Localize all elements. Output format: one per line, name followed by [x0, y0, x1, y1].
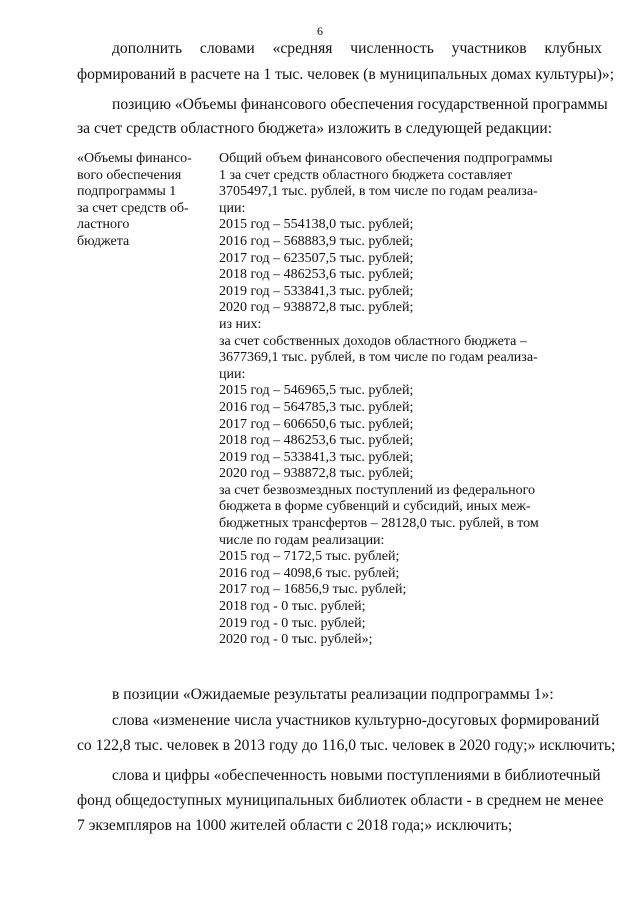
library-line-1: слова и цифры «обеспеченность новыми поступлениями в библиотечный — [112, 767, 601, 784]
table-left-cell — [77, 151, 192, 251]
right-line: 2019 год – 533841,3 тыс. рублей; — [219, 449, 414, 465]
table-right-cell — [219, 151, 553, 649]
right-line: 3705497,1 тыс. рублей, в том числе по годам реализа- — [219, 184, 538, 200]
words-line-1: слова «изменение числа участников культурно-досуговых формирований — [112, 712, 600, 729]
right-line: 2020 год – 938872,8 тыс. рублей; — [219, 300, 414, 316]
position-line-2: за счет средств областного бюджета» изложить в следующей редакции: — [77, 120, 553, 137]
intro-line-1 — [112, 40, 602, 57]
right-line: 2017 год – 623507,5 тыс. рублей; — [219, 250, 414, 266]
right-line: бюджета в форме субвенций и субсидий, иных меж- — [219, 499, 531, 515]
right-line: 2016 год – 568883,9 тыс. рублей; — [219, 233, 414, 249]
right-line: числе по годам реализации: — [219, 532, 385, 548]
right-line: ции: — [219, 200, 246, 216]
intro-word: «средняя — [272, 40, 333, 57]
right-line: 2018 год - 0 тыс. рублей; — [219, 599, 366, 615]
intro-word: численность — [350, 40, 434, 57]
right-line: 1 за счет средств областного бюджета составляет — [219, 167, 513, 183]
intro-word: дополнить — [112, 40, 183, 57]
words-line-2: со 122,8 тыс. человек в 2013 году до 116,0 тыс. человек в 2020 году;» исключить; — [77, 737, 616, 754]
library-line-3: 7 экземпляров на 1000 жителей области с 2018 года;» исключить; — [77, 817, 513, 834]
right-line: 3677369,1 тыс. рублей, в том числе по годам реализа- — [219, 350, 538, 366]
left-line: ластного — [77, 217, 130, 233]
intro-word: клубных — [544, 40, 602, 57]
right-line: из них: — [219, 316, 262, 332]
right-line: 2017 год – 16856,9 тыс. рублей; — [219, 582, 407, 598]
left-line: подпрограммы 1 — [77, 184, 177, 200]
right-line: за счет собственных доходов областного бюджета – — [219, 333, 527, 349]
left-line: вого обеспечения — [77, 167, 182, 183]
intro-word: словами — [199, 40, 255, 57]
intro-word: участников — [451, 40, 527, 57]
position-line-1: позицию «Объемы финансового обеспечения государственной программы — [112, 96, 608, 113]
results-line: в позиции «Ожидаемые результаты реализации подпрограммы 1»: — [112, 686, 554, 703]
right-line: 2018 год – 486253,6 тыс. рублей; — [219, 267, 414, 283]
right-line: 2018 год – 486253,6 тыс. рублей; — [219, 433, 414, 449]
right-line: 2016 год – 4098,6 тыс. рублей; — [219, 565, 400, 581]
intro-line-2: формирований в расчете на 1 тыс. человек (в муниципальных домах культуры)»; — [77, 66, 615, 83]
right-line: 2016 год – 564785,3 тыс. рублей; — [219, 399, 414, 415]
right-line: Общий объем финансового обеспечения подпрограммы — [219, 151, 553, 166]
right-line: бюджетных трансфертов – 28128,0 тыс. рублей, в том — [219, 516, 539, 532]
right-line: за счет безвозмездных поступлений из федерального — [219, 482, 536, 498]
page-number: 6 — [317, 24, 323, 38]
right-line: 2020 год - 0 тыс. рублей»; — [219, 632, 373, 648]
right-line: 2015 год – 554138,0 тыс. рублей; — [219, 217, 414, 233]
right-line: 2020 год – 938872,8 тыс. рублей; — [219, 466, 414, 482]
right-line: 2015 год – 546965,5 тыс. рублей; — [219, 383, 414, 399]
right-line: ции: — [219, 366, 246, 382]
right-line: 2019 год – 533841,3 тыс. рублей; — [219, 283, 414, 299]
left-line: бюджета — [77, 233, 130, 249]
right-line: 2019 год - 0 тыс. рублей; — [219, 615, 366, 631]
right-line: 2017 год – 606650,6 тыс. рублей; — [219, 416, 414, 432]
library-line-2: фонд общедоступных муниципальных библиотек области - в среднем не менее — [77, 792, 604, 809]
right-line: 2015 год – 7172,5 тыс. рублей; — [219, 549, 400, 565]
left-line: за счет средств об- — [77, 200, 189, 216]
left-line: «Объемы финансо- — [77, 151, 192, 166]
